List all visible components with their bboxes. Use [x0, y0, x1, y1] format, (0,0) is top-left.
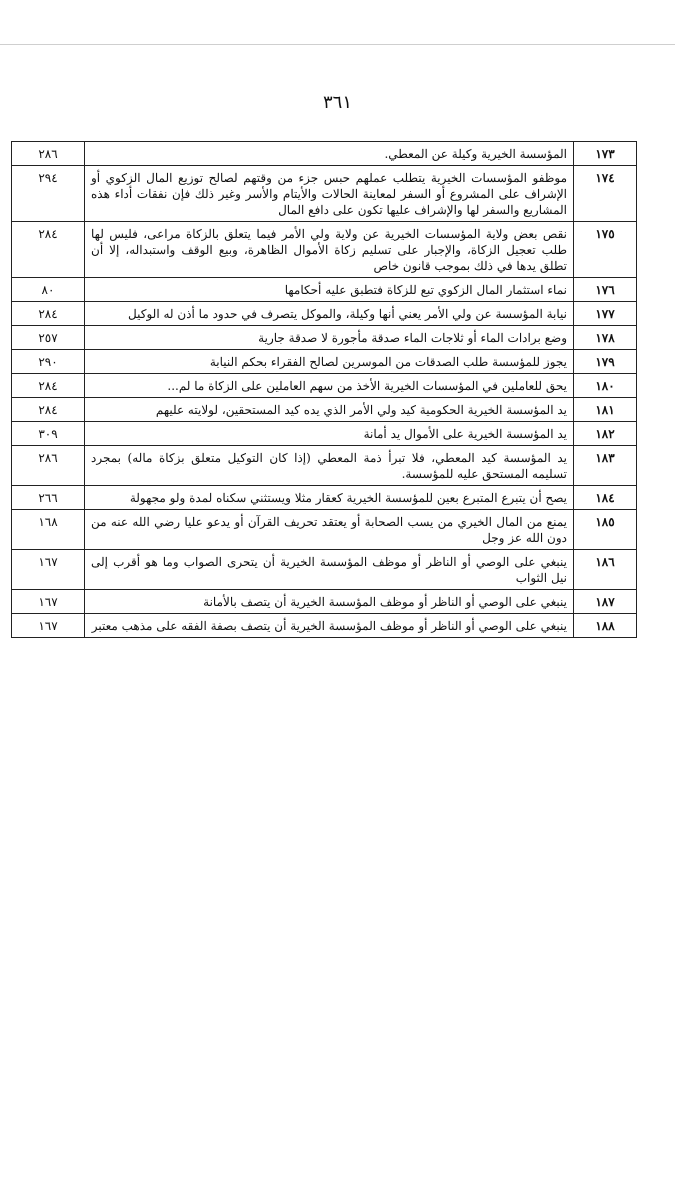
table-row [12, 422, 637, 446]
entry-number: ١٧٨ [574, 326, 637, 350]
entry-text: المؤسسة الخيرية وكيلة عن المعطي. [85, 142, 574, 166]
entry-page: ٨٠ [12, 278, 85, 302]
entry-number: ١٧٦ [574, 278, 637, 302]
entry-page: ٢٨٤ [12, 374, 85, 398]
entry-page: ٣٠٩ [12, 422, 85, 446]
entry-page: ٢٦٦ [12, 486, 85, 510]
entry-text: يصح أن يتبرع المتبرع بعين للمؤسسة الخيرية كعقار مثلا ويستثني سكناه لمدة ولو مجهولة [85, 486, 574, 510]
entry-text: نماء استثمار المال الزكوي تبع للزكاة فتطبق عليه أحكامها [85, 278, 574, 302]
entry-page: ٢٨٤ [12, 398, 85, 422]
table-row [12, 374, 637, 398]
table-row [12, 446, 637, 486]
table-row [12, 550, 637, 590]
entry-number: ١٨٣ [574, 446, 637, 486]
table-row [12, 166, 637, 222]
table-row [12, 326, 637, 350]
entry-number: ١٧٤ [574, 166, 637, 222]
entry-page: ٢٨٤ [12, 222, 85, 278]
entry-number: ١٧٧ [574, 302, 637, 326]
entry-text: يد المؤسسة الخيرية الحكومية كيد ولي الأمر الذي يده كيد المستحقين، لولايته عليهم [85, 398, 574, 422]
entry-number: ١٨٨ [574, 614, 637, 638]
entry-text: وضع برادات الماء أو ثلاجات الماء صدقة مأجورة لا صدقة جارية [85, 326, 574, 350]
entry-text: موظفو المؤسسات الخيرية يتطلب عملهم حبس جزء من وقتهم لصالح توزيع المال الزكوي أو الإشراف على المشروع أو السفر لمعاينة الحالات والأيتام والأسر وغير ذلك فإن نفقات أداء هذه المشاريع والسفر لها والإشراف عليها تكون على دافع المال [85, 166, 574, 222]
entry-number: ١٨٧ [574, 590, 637, 614]
table-row [12, 350, 637, 374]
table-row [12, 142, 637, 166]
entry-page: ٢٨٤ [12, 302, 85, 326]
entry-page: ٢٨٦ [12, 142, 85, 166]
entry-number: ١٧٥ [574, 222, 637, 278]
entry-text: نقص بعض ولاية المؤسسات الخيرية عن ولاية ولي الأمر فيما يتعلق بالزكاة مراعى، فليس لها طلب تعجيل الزكاة، والإجبار على تسليم زكاة الأموال الظاهرة، وبيع الوقف واستبداله، إلا أن تطلق يدها في ذلك بموجب قانون خاص [85, 222, 574, 278]
table-row [12, 510, 637, 550]
entry-page: ٢٥٧ [12, 326, 85, 350]
table-row [12, 590, 637, 614]
entry-number: ١٨١ [574, 398, 637, 422]
entry-text: يجوز للمؤسسة طلب الصدقات من الموسرين لصالح الفقراء بحكم النيابة [85, 350, 574, 374]
entry-number: ١٧٩ [574, 350, 637, 374]
entry-text: يمنع من المال الخيري من يسب الصحابة أو يعتقد تحريف القرآن أو يدعو عليا رضي الله عنه من دون الله عز وجل [85, 510, 574, 550]
entry-number: ١٨٢ [574, 422, 637, 446]
entry-number: ١٨٤ [574, 486, 637, 510]
entry-page: ١٦٨ [12, 510, 85, 550]
index-table [11, 141, 637, 638]
entry-page: ١٦٧ [12, 614, 85, 638]
entry-page: ٢٩٠ [12, 350, 85, 374]
table-row [12, 278, 637, 302]
entry-number: ١٧٣ [574, 142, 637, 166]
entry-text: يد المؤسسة كيد المعطي، فلا تبرأ ذمة المعطي (إذا كان التوكيل متعلق بزكاة ماله) بمجرد تسليمه المستحق عليه للمؤسسة. [85, 446, 574, 486]
table-row [12, 614, 637, 638]
entry-number: ١٨٥ [574, 510, 637, 550]
entry-text: ينبغي على الوصي أو الناظر أو موظف المؤسسة الخيرية أن يتصف بصفة الفقه على مذهب معتبر [85, 614, 574, 638]
table-row [12, 486, 637, 510]
entry-page: ٢٩٤ [12, 166, 85, 222]
table-row [12, 302, 637, 326]
top-rule [0, 44, 675, 45]
entry-text: ينبغي على الوصي أو الناظر أو موظف المؤسسة الخيرية أن يتصف بالأمانة [85, 590, 574, 614]
entry-page: ١٦٧ [12, 550, 85, 590]
entry-page: ١٦٧ [12, 590, 85, 614]
entry-text: يد المؤسسة الخيرية على الأموال يد أمانة [85, 422, 574, 446]
page-number: ٣٦١ [322, 92, 352, 113]
entry-text: نيابة المؤسسة عن ولي الأمر يعني أنها وكيلة، والموكل يتصرف في حدود ما أذن له الوكيل [85, 302, 574, 326]
entry-number: ١٨٠ [574, 374, 637, 398]
entry-page: ٢٨٦ [12, 446, 85, 486]
table-row [12, 222, 637, 278]
table-row [12, 398, 637, 422]
entry-text: ينبغي على الوصي أو الناظر أو موظف المؤسسة الخيرية أن يتحرى الصواب وما هو أقرب إلى نيل الثواب [85, 550, 574, 590]
entry-number: ١٨٦ [574, 550, 637, 590]
entry-text: يحق للعاملين في المؤسسات الخيرية الأخذ من سهم العاملين على الزكاة ما لم... [85, 374, 574, 398]
